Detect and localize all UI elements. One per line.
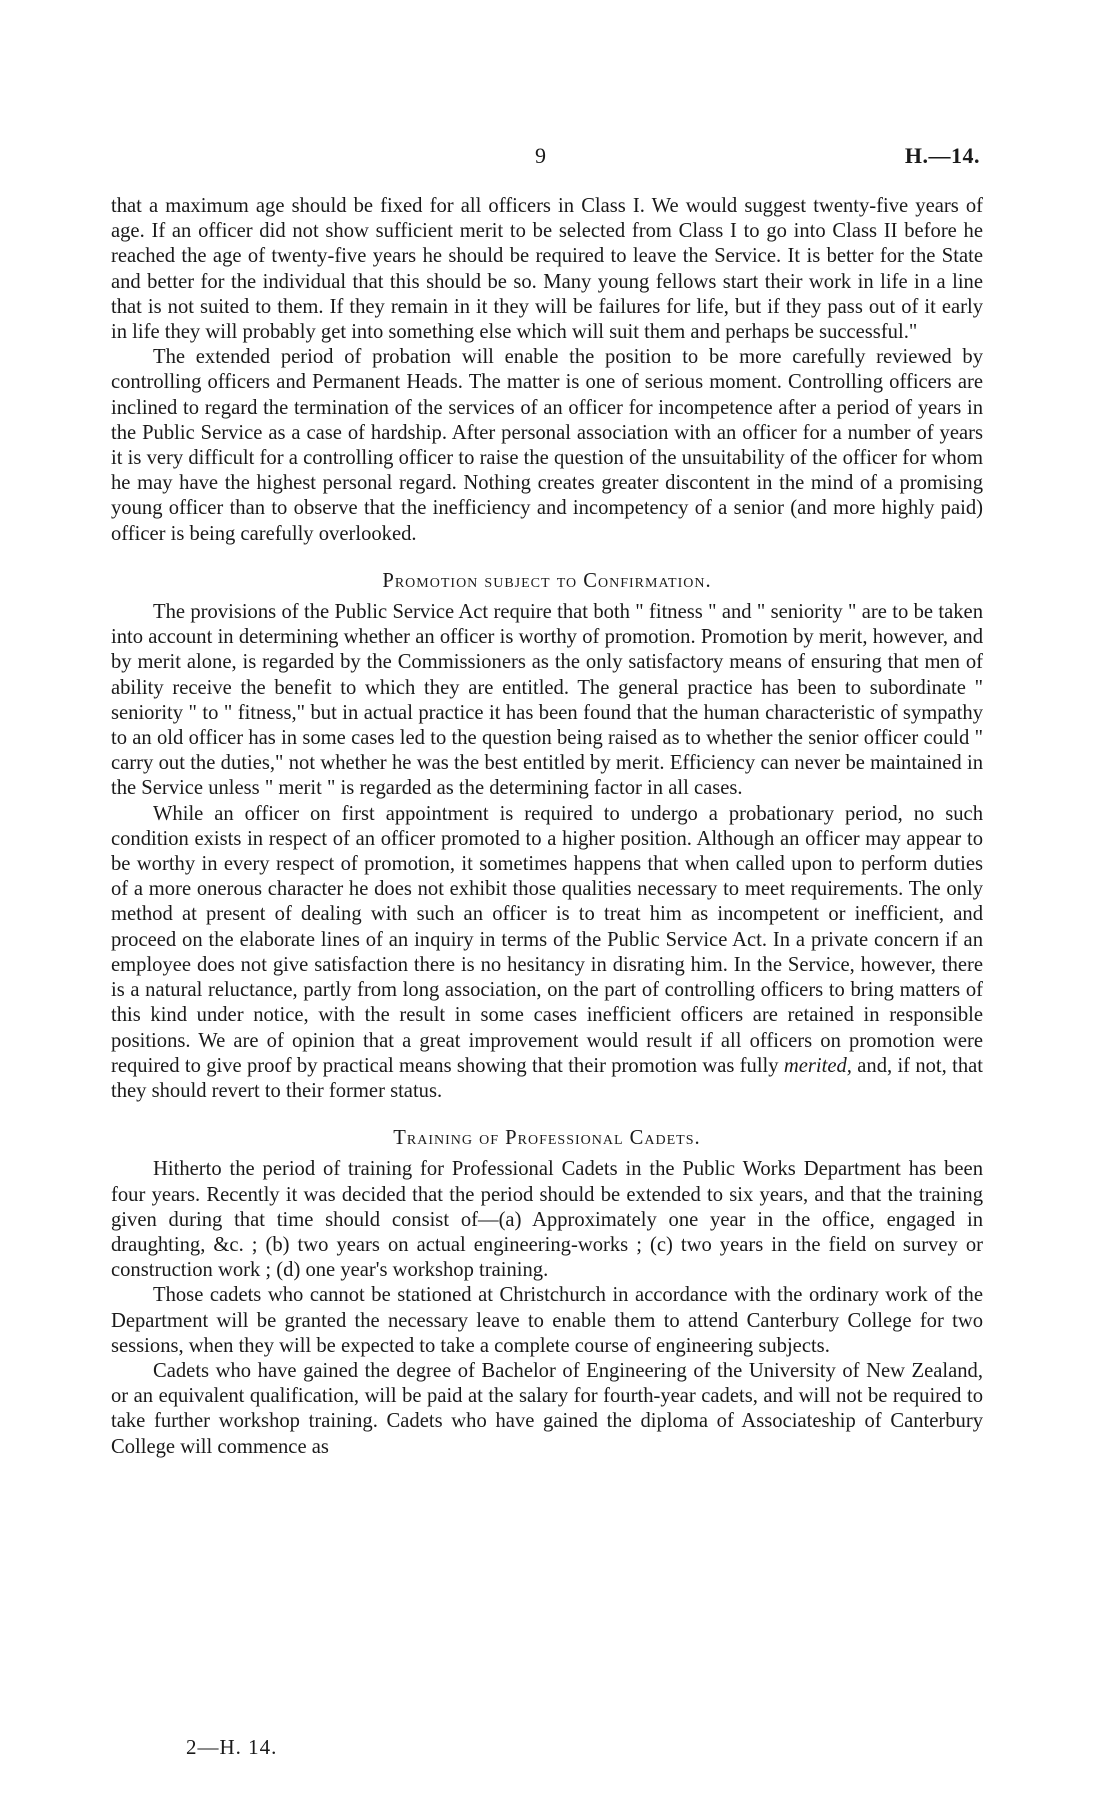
- paragraph-promotion-probation-text: While an officer on first appointment is required to undergo a probationary period, no such condition exists in respect of an officer promoted to a higher position. Although an officer may appear to be worthy in every respect of promotion, it sometimes happens that when called upon to perform duties of a more onerous character he does not exhibit those qualities necessary to meet requirements. The only method at present of dealing with such an officer is to treat him as incompetent or inefficient, and proceed on the elaborate lines of an inquiry in terms of the Public Service Act. In a private concern if an employee does not give satisfaction there is no hesitancy in disrating him. In the Service, however, there is a natural reluctance, partly from long association, on the part of controlling officers to bring matters of this kind under notice, with the result in some cases inefficient officers are retained in responsible positions. We are of opinion that a great improvement would result if all officers on promotion were required to give proof by practical means showing that their promotion was fully: [111, 802, 983, 1077]
- section-heading-training: Training of Professional Cadets.: [393, 1127, 701, 1150]
- paragraph-continuation: that a maximum age should be fixed for all officers in Class I. We would suggest twenty-five years of age. If an officer did not show sufficient merit to be selected from Class I to go into Class II before he reached the age of twenty-five years he should be required to leave the Service. It is better for the State and better for the individual that this should be so. Many young fellows start their work in life in a line that is not suited to them. If they remain in it they will be failures for life, but if they pass out of it early in life they will probably get into something else which will suit them and perhaps be successful.": [111, 195, 983, 344]
- paragraph-training-degree: Cadets who have gained the degree of Bachelor of Engineering of the University of New Zealand, or an equivalent qualification, will be paid at the salary for fourth-year cadets, and will not be required to take further workshop training. Cadets who have gained the diploma of Associateship of Canterbury College will commence as: [111, 1359, 983, 1458]
- page-number: 9: [535, 143, 546, 168]
- paragraph-probation: The extended period of probation will enable the position to be more carefully reviewed by controlling officers and Permanent Heads. The matter is one of serious moment. Controlling officers are inclined to regard the termination of the services of an officer for incompetence after a period of years in the Public Service as a case of hardship. After personal association with an officer for a number of years it is very difficult for a controlling officer to raise the question of the unsuitability of the officer for whom he may have the highest personal regard. Nothing creates greater discontent in the mind of a promising young officer than to observe that the inefficiency and incompetency of a senior (and more highly paid) officer is being carefully overlooked.: [111, 346, 983, 545]
- paragraph-promotion-provisions: The provisions of the Public Service Act require that both " fitness " and " seniority " are to be taken into account in determining whether an officer is worthy of promotion. Promotion by merit, however, and by merit alone, is regarded by the Commissioners as the only satisfactory means of ensuring that men of ability receive the benefit to which they are entitled. The general practice has been to subordinate " seniority " to " fitness," but in actual practice it has been found that the human characteristic of sympathy to an old officer has in some cases led to the question being raised as to whether the senior officer could " carry out the duties," not whether he was the best entitled by merit. Efficiency can never be maintained in the Service unless " merit " is regarded as the determining factor in all cases.: [111, 601, 983, 800]
- paragraph-promotion-probation-end: and, if not, that they should revert to their former status.: [111, 1054, 983, 1102]
- emphasis-merited: merited,: [783, 1054, 852, 1077]
- paragraph-training-christchurch: Those cadets who cannot be stationed at Christchurch in accordance with the ordinary work of the Department will be granted the necessary leave to enable them to attend Canterbury College for two sessions, when they will be expected to take a complete course of engineering subjects.: [111, 1284, 983, 1357]
- paragraph-training-period: Hitherto the period of training for Professional Cadets in the Public Works Department has been four years. Recently it was decided that the period should be extended to six years, and that the training given during that time should consist of—(a) Approximately one year in the office, engaged in draughting, &c. ; (b) two years on actual engineering-works ; (c) two years in the field on survey or construction work ; (d) one year's workshop training.: [111, 1158, 983, 1282]
- document-body: [111, 194, 983, 1460]
- document-reference: H.—14.: [904, 143, 980, 168]
- section-heading-promotion: Promotion subject to Confirmation.: [382, 569, 712, 592]
- paragraph-promotion-probation: [111, 802, 983, 1104]
- signature-mark: 2—H. 14.: [186, 1735, 278, 1759]
- page-header: [0, 143, 1114, 173]
